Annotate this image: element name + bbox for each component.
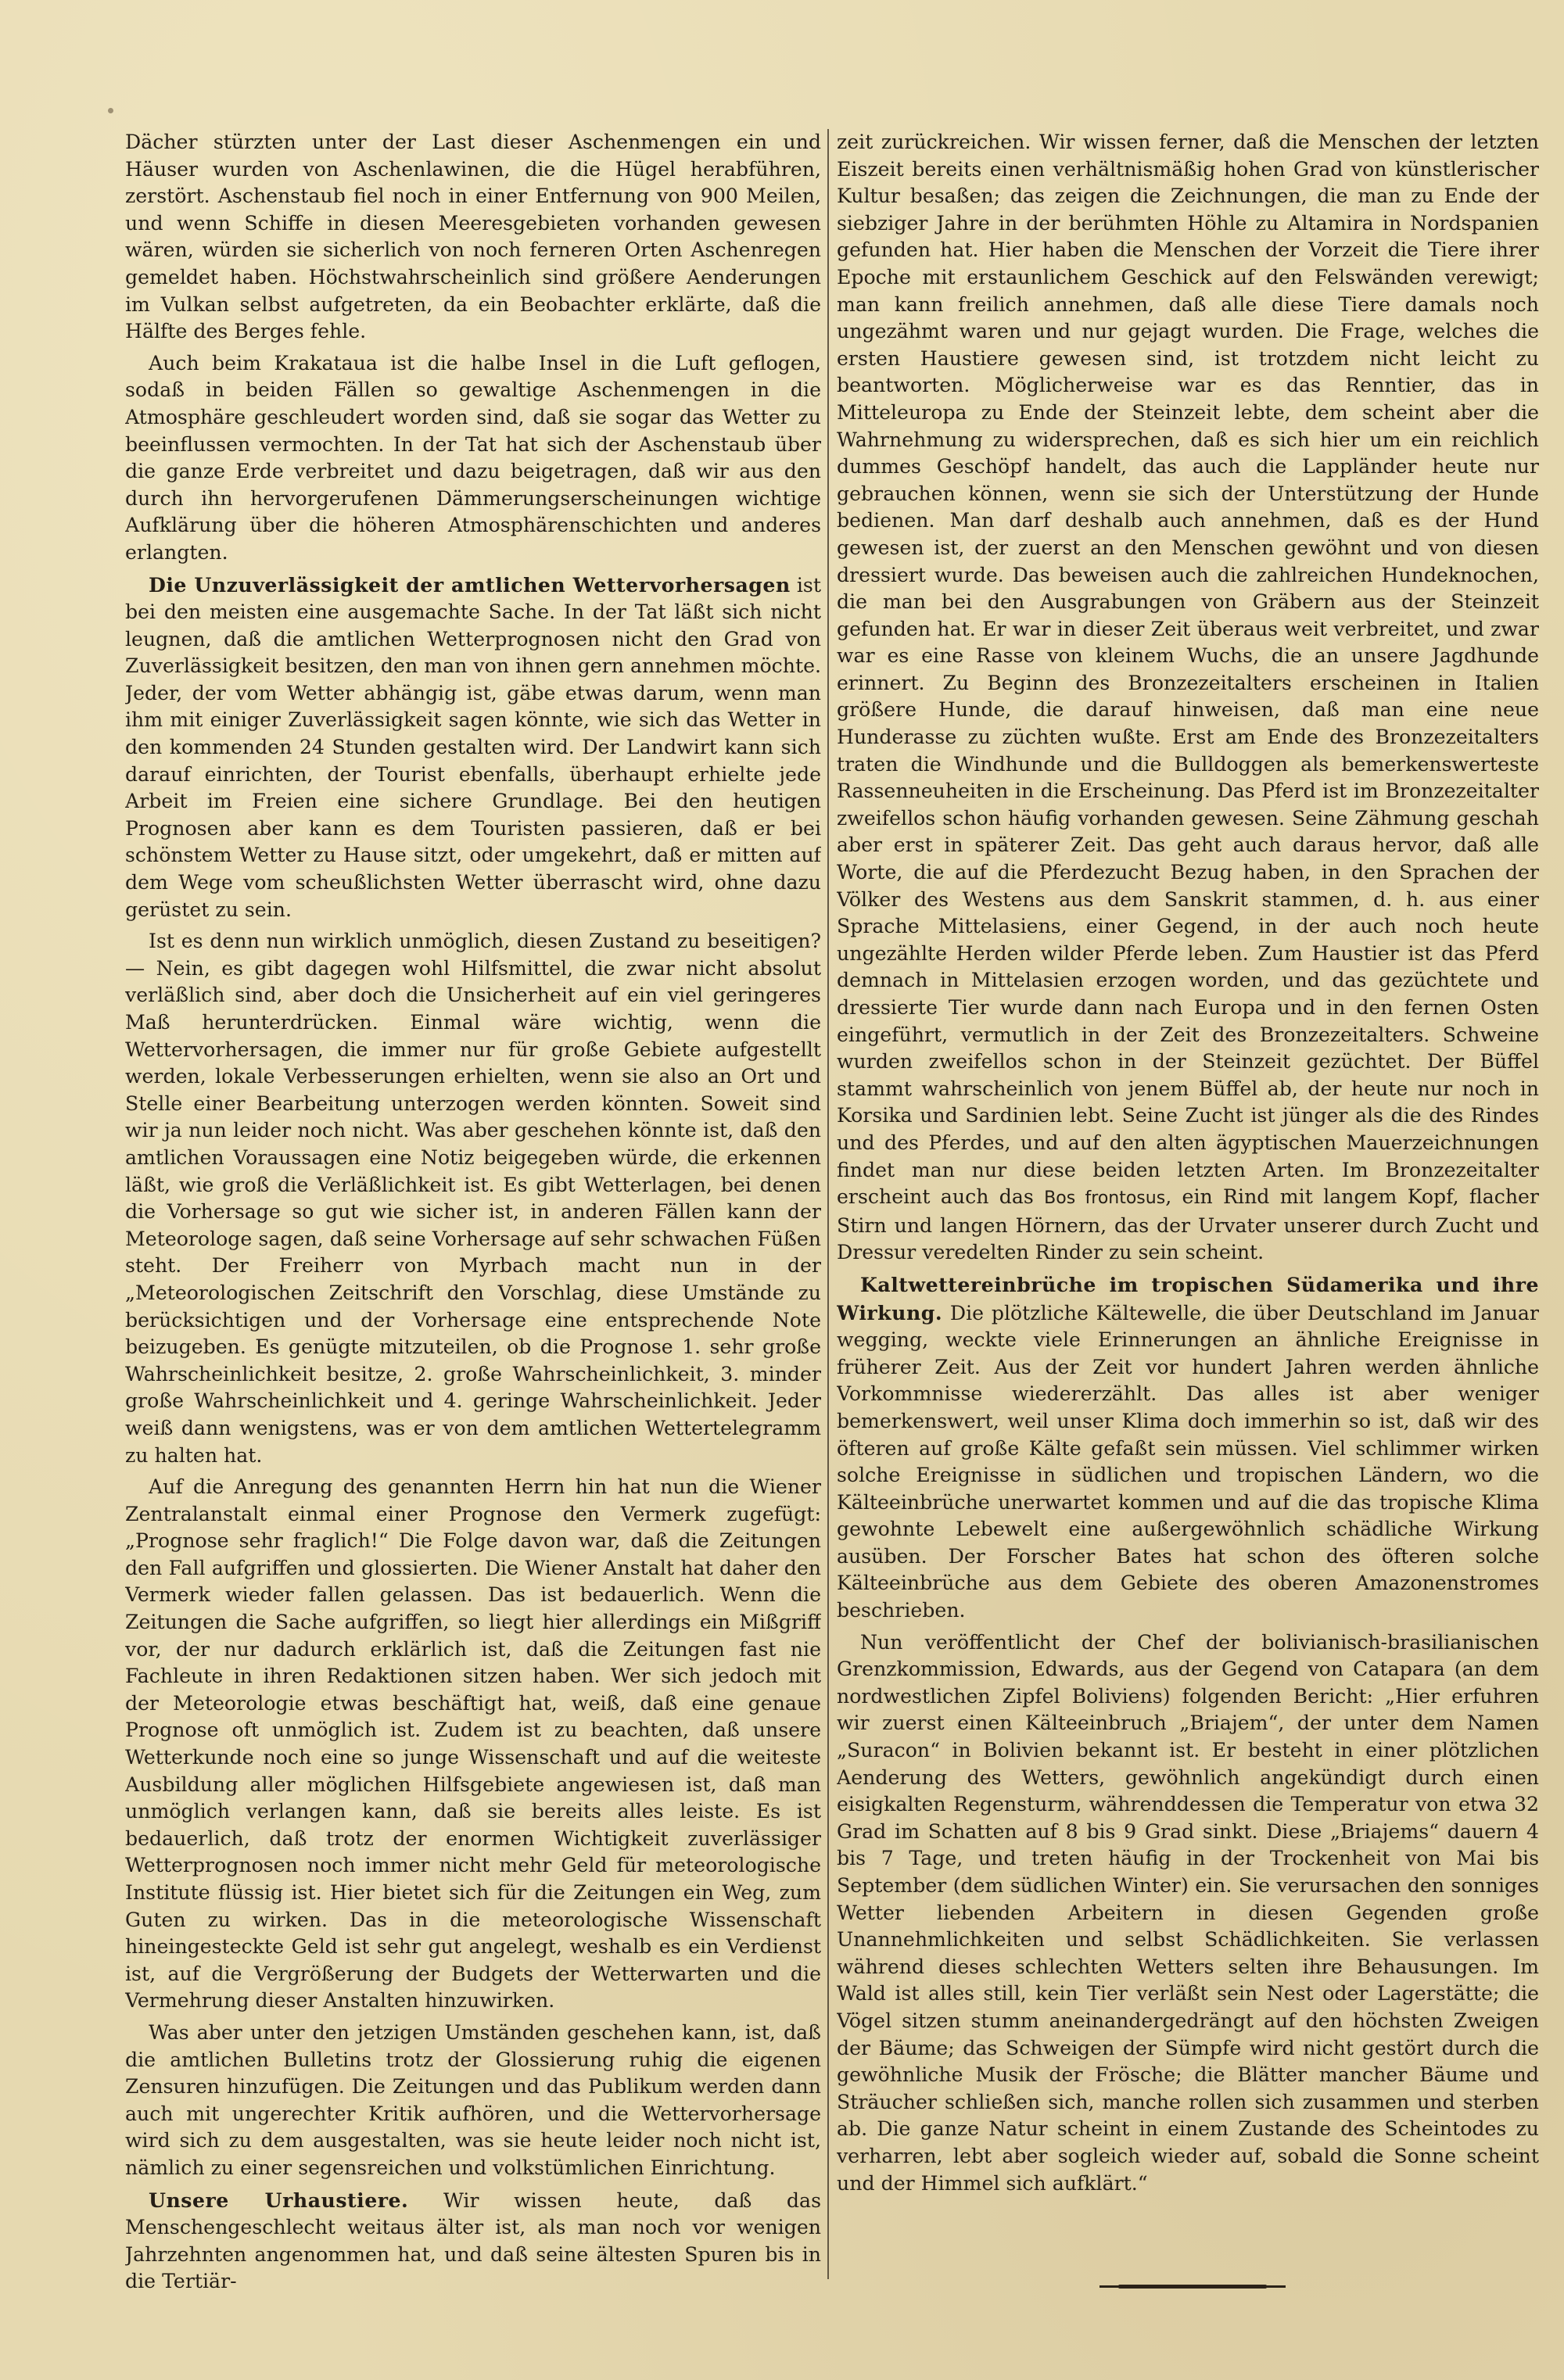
article-heading-urhaustiere: Unsere Urhaustiere.	[149, 2188, 409, 2212]
latin-term: Bos frontosus	[1044, 1188, 1166, 1209]
paragraph-bulletins: Was aber unter den jetzigen Umständen geschehen kann, ist, daß die amtlichen Bulletins trotz der Glossierung ruhig die eigenen Zensuren hinzufügen. Die Zeitungen und das Publikum werden dann auch mit ungerechter Kritik aufhören, und die Wettervorhersage wird sich zu dem ausgestalten, was sie heute leider noch nicht ist, nämlich zu einer segensreichen und volkstümlichen Einrichtung.	[125, 2020, 821, 2179]
article-heading-wettervorhersagen: Die Unzuverlässigkeit der amtlichen Wettervorhersagen	[149, 572, 791, 597]
paragraph-vulkan-asche: Dächer stürzten unter der Last dieser Aschenmengen ein und Häuser wurden von Aschenlawinen, die die Hügel herabführen, zerstört. Aschenstaub fiel noch in einer Entfernung von 900 Meilen, und wenn Schiffe in diesen Meeresgebieten vorhanden gewesen wären, würden sie sicherlich von noch ferneren Orten Aschenregen gemeldet haben. Höchstwahrscheinlich sind größere Aenderungen im Vulkan selbst aufgetreten, da ein Beobachter erklärte, daß die Hälfte des Berges fehle.	[125, 131, 821, 343]
closing-rule	[1118, 2285, 1267, 2289]
article-heading-kaltwettereinbrueche: Kaltwettereinbrüche im tropischen Südamerika und ihre Wirkung.	[837, 1272, 1539, 1324]
paragraph-urhaustiere	[125, 2187, 821, 2294]
paragraph-briajem: Nun veröffentlicht der Chef der bolivianisch-brasilianischen Grenzkommission, Edwards, aus der Gegend von Catapara (an dem nordwestlichen Zipfel Boliviens) folgenden Bericht: „Hier erfuhren wir zuerst einen Kälteeinbruch „Briajem“, der unter dem Namen „Suracon“ in Bolivien bekannt ist. Er besteht in einer plötzlichen Aenderung des Wetters, gewöhnlich angekündigt durch einen eisigkalten Regensturm, währenddessen die Temperatur von etwa 32 Grad im Schatten auf 8 bis 9 Grad sinkt. Diese „Briajems“ dauern 4 bis 7 Tage, und treten häufig in der Trockenheit von Mai bis September (dem südlichen Winter) ein. Sie verursachen den sonniges Wetter liebenden Arbeitern in diesen Gegenden große Unannehmlichkeiten und selbst Schädlichkeiten. Sie verlassen während dieses schlechten Wetters selten ihre Behausungen. Im Wald ist alles still, kein Tier verläßt sein Nest oder Lagerstätte; die Vögel sitzen stumm aneinandergedrängt auf den höchsten Zweigen der Bäume; das Schweigen der Sümpfe wird nicht gestört durch die gewöhnliche Musik der Frösche; die Blätter mancher Bäume und Sträucher schließen sich, manche rollen sich zusammen und sterben ab. Die ganze Natur scheint in einem Zustande des Scheintodes zu verharren, lebt aber sogleich wieder auf, sobald die Sonne scheint und der Himmel sich aufklärt.“	[837, 1630, 1539, 2195]
right-column	[837, 129, 1539, 2294]
page-speck	[108, 108, 113, 113]
paragraph-kaltwettereinbrueche	[837, 1271, 1539, 1625]
article-text-urhaustiere: Wir wissen heute, daß das Menschengeschlecht weitaus älter ist, als man noch vor wenigen Jahrzehnten angenommen hat, und daß seine ältesten Spuren bis in die Tertiär-	[125, 2188, 821, 2293]
paragraph-haustiere-fortsetzung	[837, 129, 1539, 1267]
column-divider	[827, 129, 829, 2279]
left-column	[125, 129, 821, 2294]
paragraph-wettervorhersagen	[125, 572, 821, 924]
article-text-kaltwettereinbrueche: Die plötzliche Kältewelle, die über Deutschland im Januar wegging, weckte viele Erinnerungen an ähnliche Ereignisse in früherer Zeit. Aus der Zeit vor hundert Jahren werden ähnliche Vorkommnisse wiedererzählt. Das alles ist aber weniger bemerkenswert, weil unser Klima doch immerhin so ist, daß wir des öfteren auf große Kälte gefaßt sein müssen. Viel schlimmer wirken solche Ereignisse in südlichen und tropischen Ländern, wo die Kälteeinbrüche unerwartet kommen und auf die das tropische Klima gewohnte Lebewelt eine außergewöhnlich schädliche Wirkung ausüben. Der Forscher Bates hat schon des öfteren solche Kälteeinbrüche aus dem Gebiete des oberen Amazonenstromes beschrieben.	[837, 1301, 1539, 1622]
article-text-haustiere-ende: , ein Rind mit langem Kopf, flacher Stirn und langen Hörnern, das der Urvater unserer durch Zucht und Dressur veredelten Rinder zu sein scheint.	[837, 1185, 1539, 1264]
paragraph-krakatau: Auch beim Krakataua ist die halbe Insel in die Luft geflogen, sodaß in beiden Fällen so gewaltige Aschenmengen in die Atmosphäre geschleudert worden sind, daß sie sogar das Wetter zu beeinflussen vermochten. In der Tat hat sich der Aschenstaub über die ganze Erde verbreitet und dazu beigetragen, daß wir aus den durch ihn hervorgerufenen Dämmerungserscheinungen wichtige Aufklärung über die höheren Atmosphärenschichten und anderes erlangten.	[125, 351, 821, 564]
article-text-haustiere: zeit zurückreichen. Wir wissen ferner, daß die Menschen der letzten Eiszeit bereits einen verhältnismäßig hohen Grad von künstlerischer Kultur besaßen; das zeigen die Zeichnungen, die man zu Ende der siebziger Jahre in der berühmten Höhle zu Altamira in Nordspanien gefunden hat. Hier haben die Menschen der Vorzeit die Tiere ihrer Epoche mit erstaunlichem Geschick auf den Felswänden verewigt; man kann freilich annehmen, daß alle diese Tiere damals noch ungezähmt waren und nur gejagt wurden. Die Frage, welches die ersten Haustiere gewesen sind, ist trotzdem nicht leicht zu beantworten. Möglicherweise war es das Renntier, das in Mitteleuropa zu Ende der Steinzeit lebte, dem scheint aber die Wahrnehmung zu widersprechen, daß es sich hier um ein reichlich dummes Geschöpf handelt, das auch die Lappländer heute nur gebrauchen können, wenn sie sich der Unterstützung der Hunde bedienen. Man darf deshalb auch annehmen, daß es der Hund gewesen ist, der zuerst an den Menschen gewöhnt und von diesen dressiert wurde. Das beweisen auch die zahlreichen Hundeknochen, die man bei den Ausgrabungen von Gräbern aus der Steinzeit gefunden hat. Er war in dieser Zeit überaus weit verbreitet, und zwar war es eine Rasse von kleinem Wuchs, die an unsere Jagdhunde erinnert. Zu Beginn des Bronzezeitalters erscheinen in Italien größere Hunde, die darauf hinweisen, daß man eine neue Hunderasse zu züchten wußte. Erst am Ende des Bronzezeitalters traten die Windhunde und die Bulldoggen als bemerkenswerteste Rassenneuheiten in die Erscheinung. Das Pferd ist im Bronzezeitalter zweifellos schon häufig vorhanden gewesen. Seine Zähmung geschah aber erst in späterer Zeit. Das geht auch daraus hervor, daß alle Worte, die auf die Pferdezucht Bezug haben, in den Sprachen der Völker des Westens aus dem Sanskrit stammen, d. h. aus einer Sprache Mittelasiens, einer Gegend, in der auch noch heute ungezählte Herden wilder Pferde leben. Zum Haustier ist das Pferd demnach in Mittelasien erzogen worden, und das gezüchtete und dressierte Tier wurde dann nach Europa und in den fernen Osten eingeführt, vermutlich in der Zeit des Bronzezeitalters. Schweine wurden zweifellos schon in der Steinzeit gezüchtet. Der Büffel stammt wahrscheinlich von jenem Büffel ab, der heute nur noch in Korsika und Sardinien lebt. Seine Zucht ist jünger als die des Rindes und des Pferdes, und auf den alten ägyptischen Mauerzeichnungen findet man nur diese beiden letzten Arten. Im Bronzezeitalter erscheint auch das	[837, 131, 1539, 1209]
paragraph-hilfsmittel: Ist es denn nun wirklich unmöglich, diesen Zustand zu beseitigen? — Nein, es gibt dagegen wohl Hilfsmittel, die zwar nicht absolut verläßlich sind, aber doch die Unsicherheit auf ein viel geringeres Maß herunterdrücken. Einmal wäre wichtig, wenn die Wettervorhersagen, die immer nur für große Gebiete aufgestellt werden, lokale Verbesserungen erhielten, wenn sie also an Ort und Stelle einer Bearbeitung unterzogen werden könnten. Soweit sind wir ja nun leider noch nicht. Was aber geschehen könnte ist, daß den amtlichen Voraussagen eine Notiz beigegeben würde, die erkennen läßt, wie groß die Verläßlichkeit ist. Es gibt Wetterlagen, bei denen die Vorhersage so gut wie sicher ist, in anderen Fällen kann der Meteorologe sagen, daß seine Vorhersage auf sehr schwachen Füßen steht. Der Freiherr von Myrbach macht nun in der „Meteorologischen Zeitschrift den Vorschlag, diese Umstände zu berücksichtigen und der Vorhersage eine entsprechende Note beizugeben. Es genügte mitzuteilen, ob die Prognose 1. sehr große Wahrscheinlichkeit besitze, 2. große Wahrscheinlichkeit, 3. minder große Wahrscheinlichkeit und 4. geringe Wahrscheinlichkeit. Jeder weiß dann wenigstens, was er von dem amtlichen Wettertelegramm zu halten hat.	[125, 930, 821, 1467]
article-text-wettervorhersagen: ist bei den meisten eine ausgemachte Sache. In der Tat läßt sich nicht leugnen, daß die amtlichen Wetterprognosen nicht den Grad von Zuverlässigkeit besitzen, den man von ihnen gern annehmen möchte. Jeder, der vom Wetter abhängig ist, gäbe etwas darum, wenn man ihm mit einiger Zuverlässigkeit sagen könnte, wie sich das Wetter in den kommenden 24 Stunden gestalten wird. Der Landwirt kann sich darauf einrichten, der Tourist ebenfalls, überhaupt erhielte jede Arbeit im Freien eine sichere Grundlage. Bei den heutigen Prognosen aber kann es dem Touristen passieren, daß er bei schönstem Wetter zu Hause sitzt, oder umgekehrt, daß er mitten auf dem Wege vom scheußlichsten Wetter überrascht wird, ohne dazu gerüstet zu sein.	[125, 573, 821, 921]
paragraph-wiener-zentralanstalt: Auf die Anregung des genannten Herrn hin hat nun die Wiener Zentralanstalt einmal einer Prognose den Vermerk zugefügt: „Prognose sehr fraglich!“ Die Folge davon war, daß die Zeitungen den Fall aufgriffen und glossierten. Die Wiener Anstalt hat daher den Vermerk wieder fallen gelassen. Das ist bedauerlich. Wenn die Zeitungen die Sache aufgriffen, so liegt hier allerdings ein Mißgriff vor, der nur dadurch erklärlich ist, daß die Zeitungen fast nie Fachleute in ihren Redaktionen sitzen haben. Wer sich jedoch mit der Meteorologie etwas beschäftigt hat, weiß, daß eine genaue Prognose oft unmöglich ist. Zudem ist zu beachten, daß unsere Wetterkunde noch eine so junge Wissenschaft und auf die weiteste Ausbildung aller möglichen Hilfsgebiete angewiesen ist, daß man unmöglich verlangen kann, daß sie bereits alles leiste. Es ist bedauerlich, daß trotz der enormen Wichtigkeit zuverlässiger Wetterprognosen noch immer nicht mehr Geld für meteorologische Institute flüssig ist. Hier bietet sich für die Zeitungen ein Weg, zum Guten zu wirken. Das in die meteorologische Wissenschaft hineingesteckte Geld ist sehr gut angelegt, weshalb es ein Verdienst ist, auf die Vergrößerung der Budgets der Wetterwarten und die Vermehrung dieser Anstalten hinzuwirken.	[125, 1475, 821, 2013]
